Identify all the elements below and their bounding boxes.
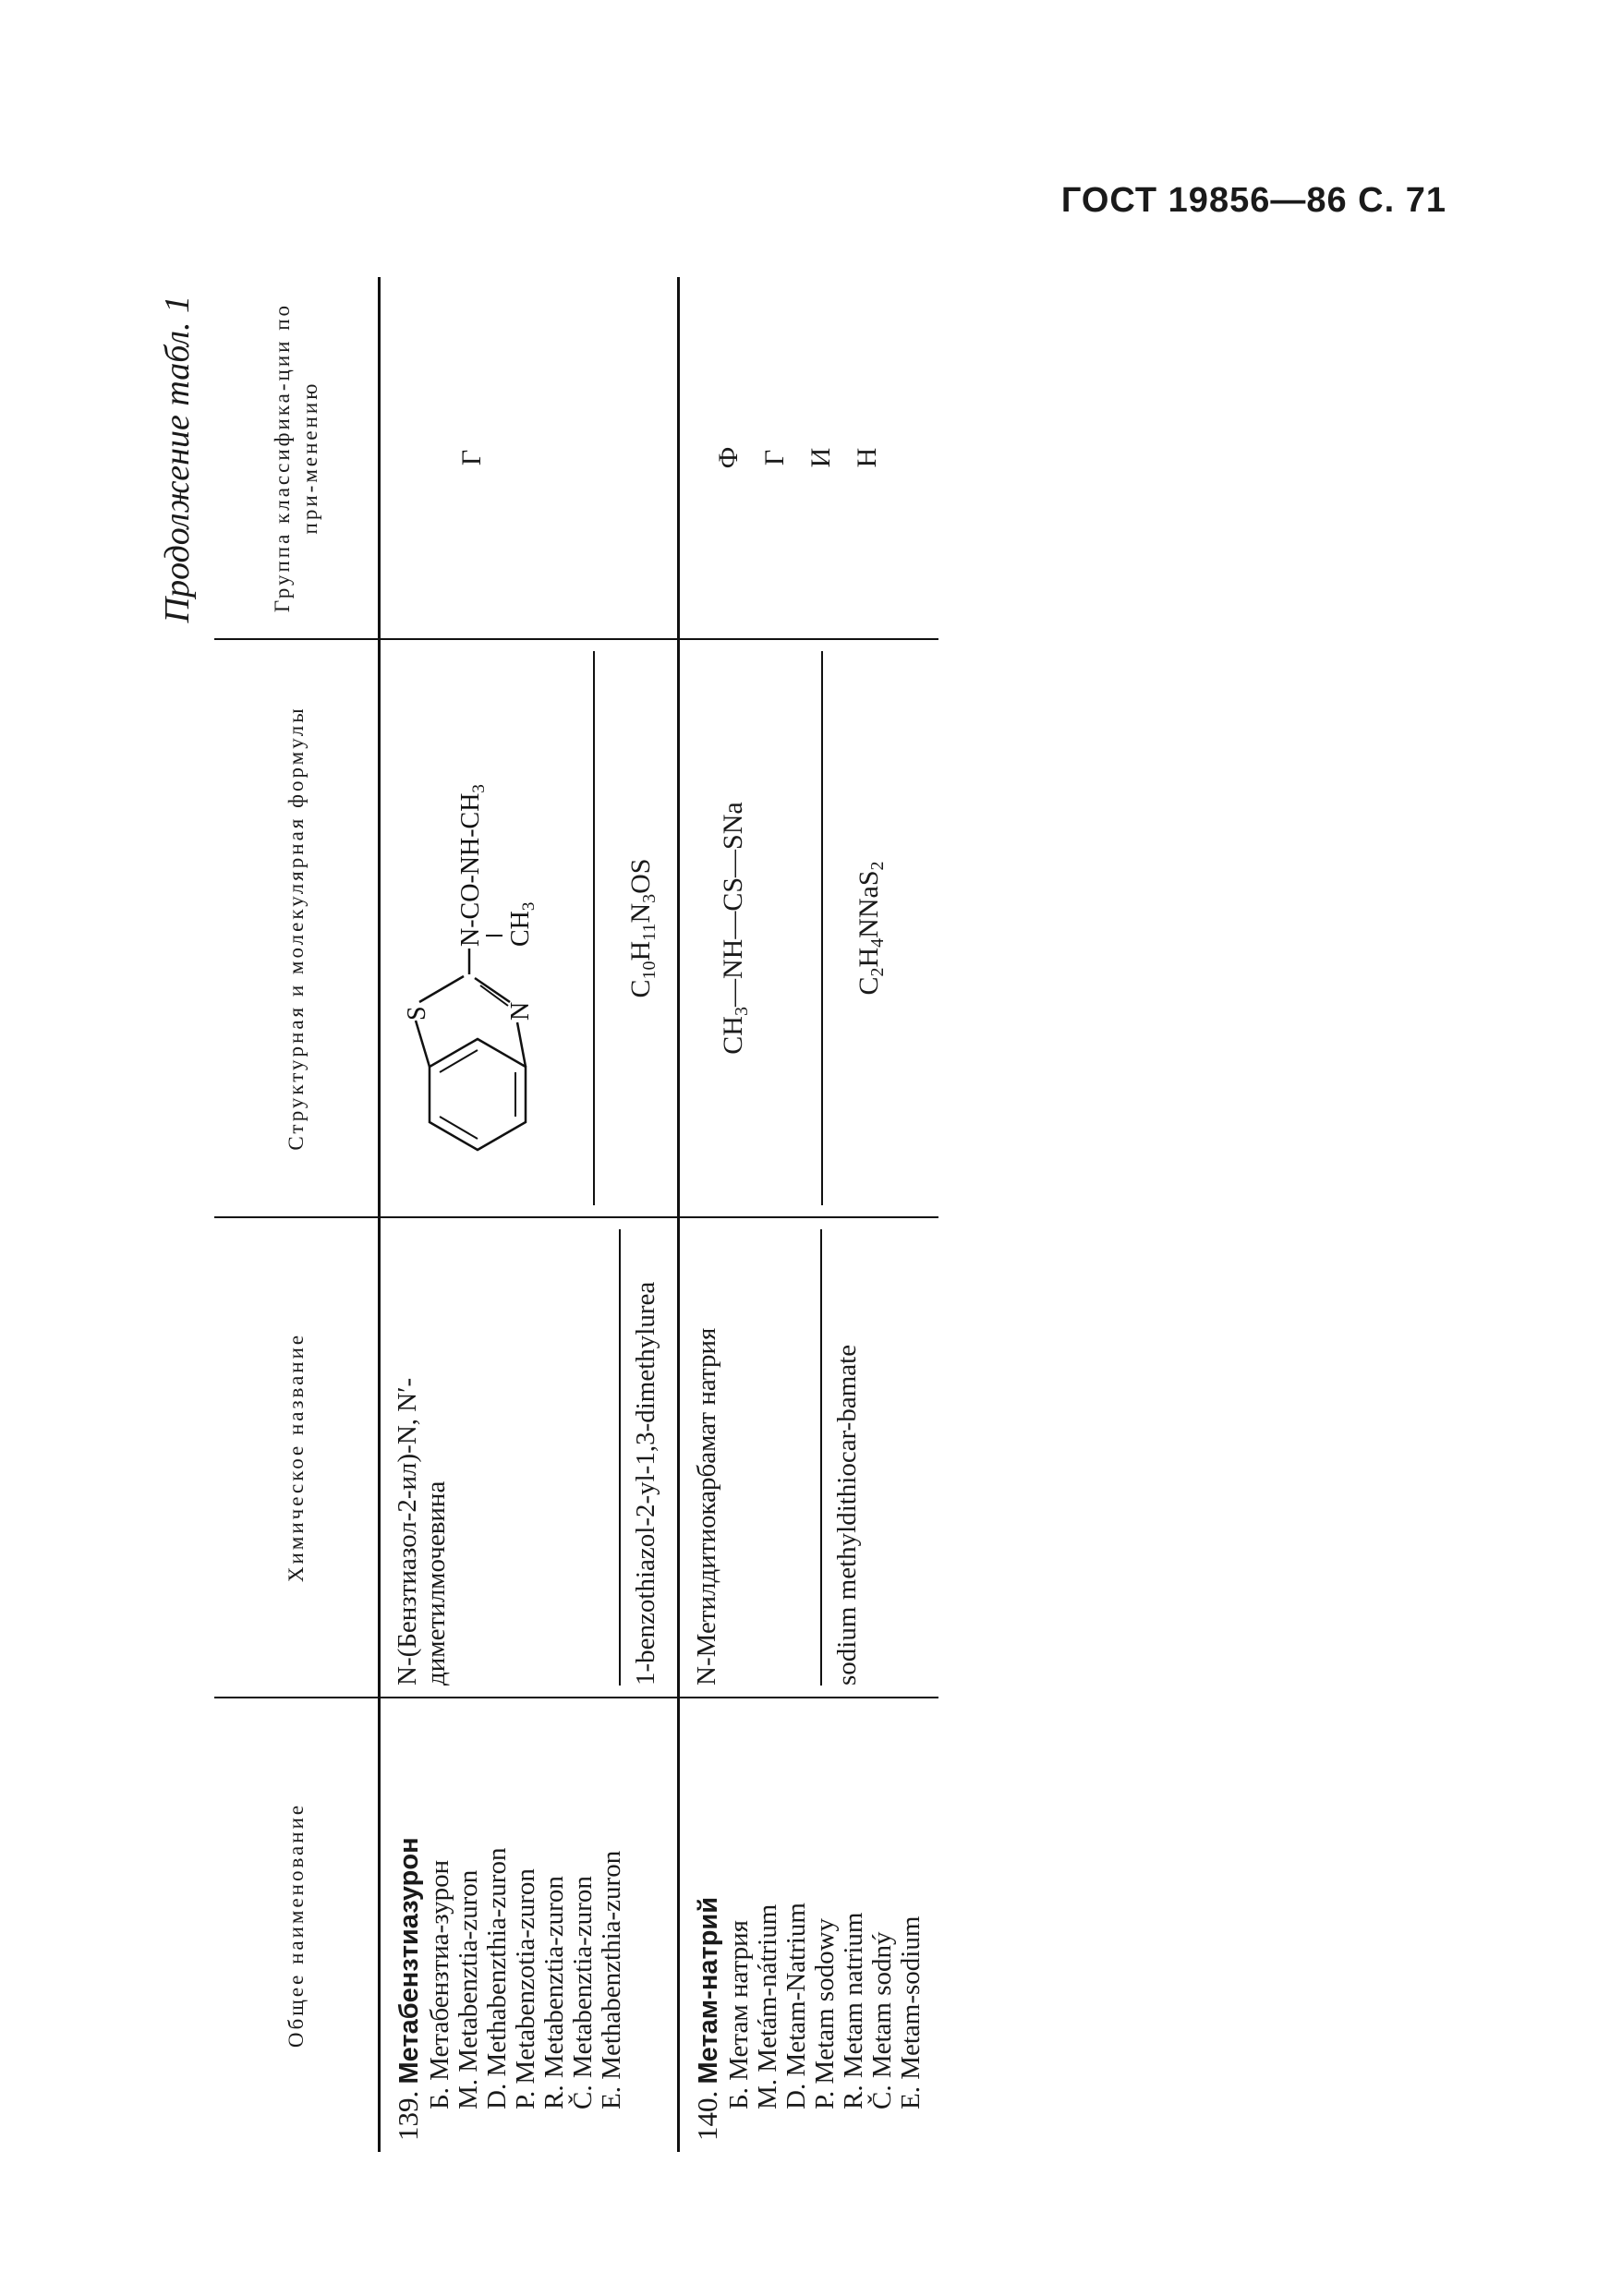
structural-formula: $CH_3—NH—CS—SNa$ <box>718 802 752 1055</box>
chemical-name-ru: N-Метилдитиокарбамат натрия <box>692 1327 721 1686</box>
synonym: Б. Метам натрия <box>724 1920 754 2109</box>
synonym: R. Metam natrium <box>839 1912 868 2109</box>
col-common-name: Общее наименование <box>214 1698 380 2152</box>
sulfur-label: S <box>403 1006 431 1021</box>
benzothiazole-structure <box>399 670 556 1187</box>
synonym: Č. Metam sodný <box>867 1931 897 2109</box>
n-methyl-label: CH <box>506 911 535 947</box>
molecular-formula: $C_{10}H_{11}N_3OS$ <box>593 651 664 1205</box>
svg-text:N-CO-NH-CH3: $N-CO-NH-CH_3$ <box>456 784 489 947</box>
synonym: P. Metam sodowy <box>810 1917 840 2109</box>
col-group: Группа классифика-ции по при-менению <box>214 277 380 639</box>
common-name-cell <box>679 1698 939 2152</box>
synonym: E. Methabenzthia-zuron <box>597 1850 626 2109</box>
synonym: M. Metabenztia-zuron <box>454 1869 483 2109</box>
entry-number: 140. <box>691 2090 723 2141</box>
synonym: Б. Метабензтиа-зурон <box>425 1859 454 2109</box>
molecular-formula: $C_2H_4NNaS_2$ <box>821 651 892 1205</box>
group-cell <box>380 277 679 639</box>
group-code: Г <box>456 449 487 466</box>
group-cell <box>679 277 939 639</box>
chemical-name-en: 1-benzothiazol-2-yl-1,3-dimethylurea <box>619 1229 660 1686</box>
synonym: D. Metam-Natrium <box>781 1903 811 2109</box>
col-chemical-name: Химическое название <box>214 1217 380 1698</box>
synonym: M. Metám-nátrium <box>753 1903 782 2109</box>
synonym: D. Methabenzthia-zuron <box>482 1847 512 2109</box>
group-code: И <box>805 447 836 468</box>
chemical-name-ru: N-(Бензтиазол-2-ил)-N, N′-диметилмочевина <box>393 1377 451 1686</box>
chemical-name-cell <box>679 1217 939 1698</box>
common-name: Метабензтиазурон <box>394 1837 424 2085</box>
continuation-title: Продолжение табл. 1 <box>158 296 197 623</box>
group-code: Н <box>852 447 882 468</box>
common-name: Метам-натрий <box>694 1896 723 2085</box>
svg-text:CH3: $CH_3$ <box>506 901 539 947</box>
chemical-name-cell <box>380 1217 679 1698</box>
formula-cell <box>679 639 939 1217</box>
chemical-name-en: sodium methyldithiocar-bamate <box>820 1229 862 1686</box>
formula-cell <box>380 639 679 1217</box>
ring-nitrogen-label: N <box>506 1001 535 1021</box>
synonym: E. Metam-sodium <box>896 1915 926 2109</box>
table-row <box>380 277 679 2152</box>
group-code: Г <box>759 449 790 466</box>
entry-number: 139. <box>392 2090 424 2141</box>
synonyms-list <box>725 1710 926 2109</box>
common-name-cell <box>380 1698 679 2152</box>
synonym: R. Metabenztia-zuron <box>539 1876 569 2109</box>
synonym: P. Metabenzotia-zuron <box>511 1868 540 2109</box>
side-chain-label: N-CO-NH-CH <box>456 792 485 947</box>
table-header-row <box>214 277 380 2152</box>
col-formulas: Структурная и молекулярная формулы <box>214 639 380 1217</box>
page-header: ГОСТ 19856—86 С. 71 <box>1060 181 1446 220</box>
table-row <box>679 277 939 2152</box>
substances-table <box>214 277 938 2152</box>
group-code: Ф <box>713 446 744 469</box>
synonyms-list <box>426 1710 626 2109</box>
synonym: Č. Metabenztia-zuron <box>568 1876 598 2109</box>
rotated-table-area <box>157 277 1441 2152</box>
